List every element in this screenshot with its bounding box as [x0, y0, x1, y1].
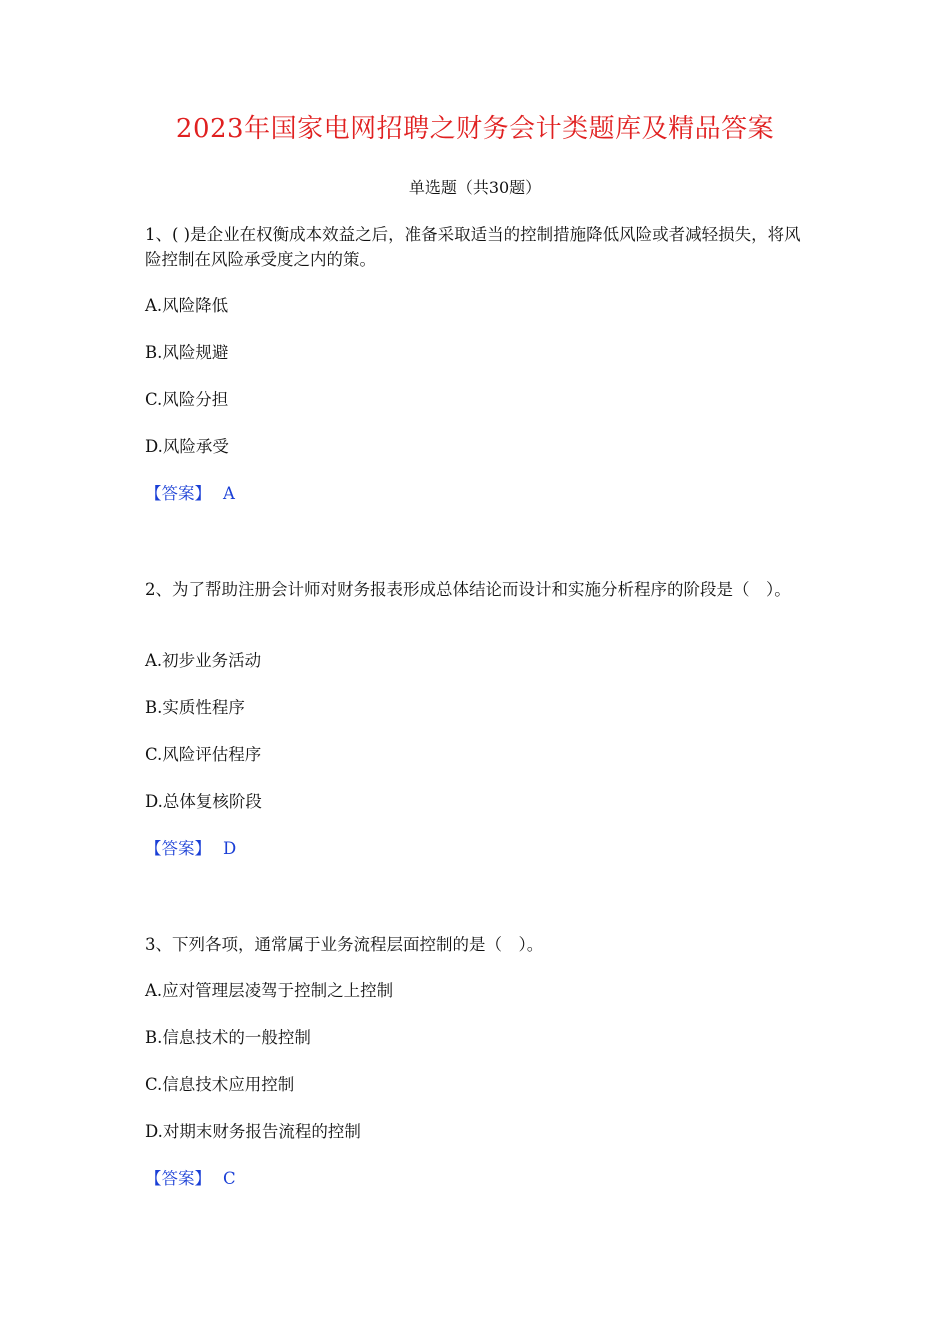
- section-heading: 单选题（共30题）: [408, 178, 542, 197]
- question-2: [145, 577, 817, 858]
- answer-label: 【答案】: [145, 484, 211, 503]
- answer-label: 【答案】: [145, 1169, 211, 1188]
- option-b: B.信息技术的一般控制: [145, 1028, 311, 1047]
- option-c: C.风险评估程序: [145, 745, 262, 764]
- answer-line: [145, 482, 235, 506]
- question-1: [145, 222, 817, 503]
- question-stem: 2、为了帮助注册会计师对财务报表形成总体结论而设计和实施分析程序的阶段是（ ）。: [145, 580, 791, 599]
- option-c: C.风险分担: [145, 390, 229, 409]
- option-a: A.初步业务活动: [145, 651, 262, 670]
- answer-value: A: [223, 484, 235, 503]
- option-d: D.总体复核阶段: [145, 792, 262, 811]
- question-stem: 3、下列各项，通常属于业务流程层面控制的是（ ）。: [145, 935, 544, 954]
- option-b: B.风险规避: [145, 343, 229, 362]
- answer-label: 【答案】: [145, 839, 211, 858]
- document-title: 2023年国家电网招聘之财务会计类题库及精品答案: [175, 114, 775, 144]
- option-d: D.风险承受: [145, 437, 229, 456]
- option-a: A.应对管理层凌驾于控制之上控制: [145, 981, 394, 1000]
- question-3: [145, 932, 817, 1188]
- option-b: B.实质性程序: [145, 698, 245, 717]
- answer-line: [145, 1167, 236, 1191]
- answer-value: C: [223, 1169, 236, 1188]
- answer-line: [145, 837, 236, 861]
- answer-value: D: [223, 839, 237, 858]
- question-stem: 1、( )是企业在权衡成本效益之后，准备采取适当的控制措施降低风险或者减轻损失，将风险控制在风险承受度之内的策。: [145, 225, 801, 269]
- option-a: A.风险降低: [145, 296, 229, 315]
- option-d: D.对期末财务报告流程的控制: [145, 1122, 361, 1141]
- option-c: C.信息技术应用控制: [145, 1075, 295, 1094]
